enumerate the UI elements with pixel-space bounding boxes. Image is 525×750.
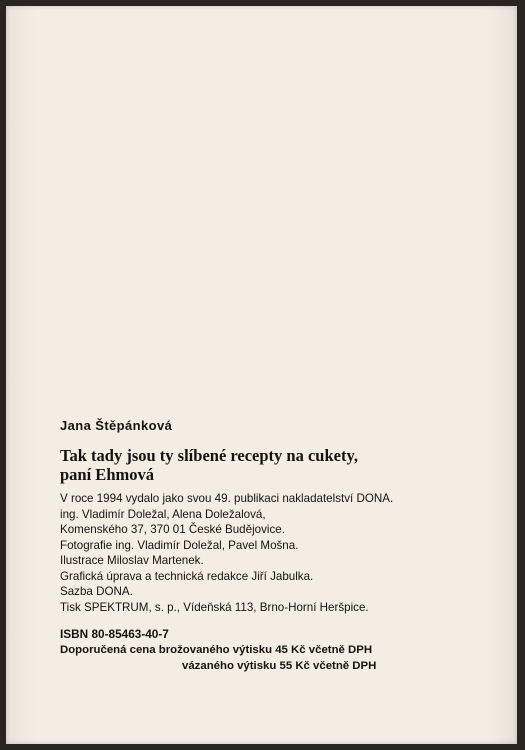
imprint-line: Sazba DONA. (60, 585, 133, 598)
imprint-line: Ilustrace Miloslav Martenek. (60, 554, 204, 567)
price-paperback: Doporučená cena brožovaného výtisku 45 Kč včetně DPH (60, 644, 373, 656)
isbn-number: ISBN 80-85463-40-7 (60, 627, 169, 641)
colophon (60, 418, 490, 674)
title-line: Tak tady jsou ty slíbené recepty na cukety, (60, 446, 358, 465)
title-line: paní Ehmová (60, 465, 154, 484)
price-hardcover: vázaného výtisku 55 Kč včetně DPH (182, 660, 377, 672)
book-page (6, 6, 517, 744)
book-title (60, 446, 490, 484)
imprint-line: V roce 1994 vydalo jako svou 49. publikaci nakladatelství DONA. (60, 492, 394, 505)
imprint-line: Komenského 37, 370 01 České Budějovice. (60, 523, 285, 536)
imprint-details (60, 491, 490, 615)
imprint-line: Tisk SPEKTRUM, s. p., Vídeňská 113, Brno-Horní Heršpice. (60, 600, 369, 614)
author-name: Jana Štěpánková (60, 418, 173, 433)
imprint-line: Fotografie ing. Vladimír Doležal, Pavel Mošna. (60, 538, 299, 552)
imprint-line: Grafická úprava a technická redakce Jiří Jabulka. (60, 569, 314, 583)
imprint-line: ing. Vladimír Doležal, Alena Doležalová, (60, 507, 266, 521)
